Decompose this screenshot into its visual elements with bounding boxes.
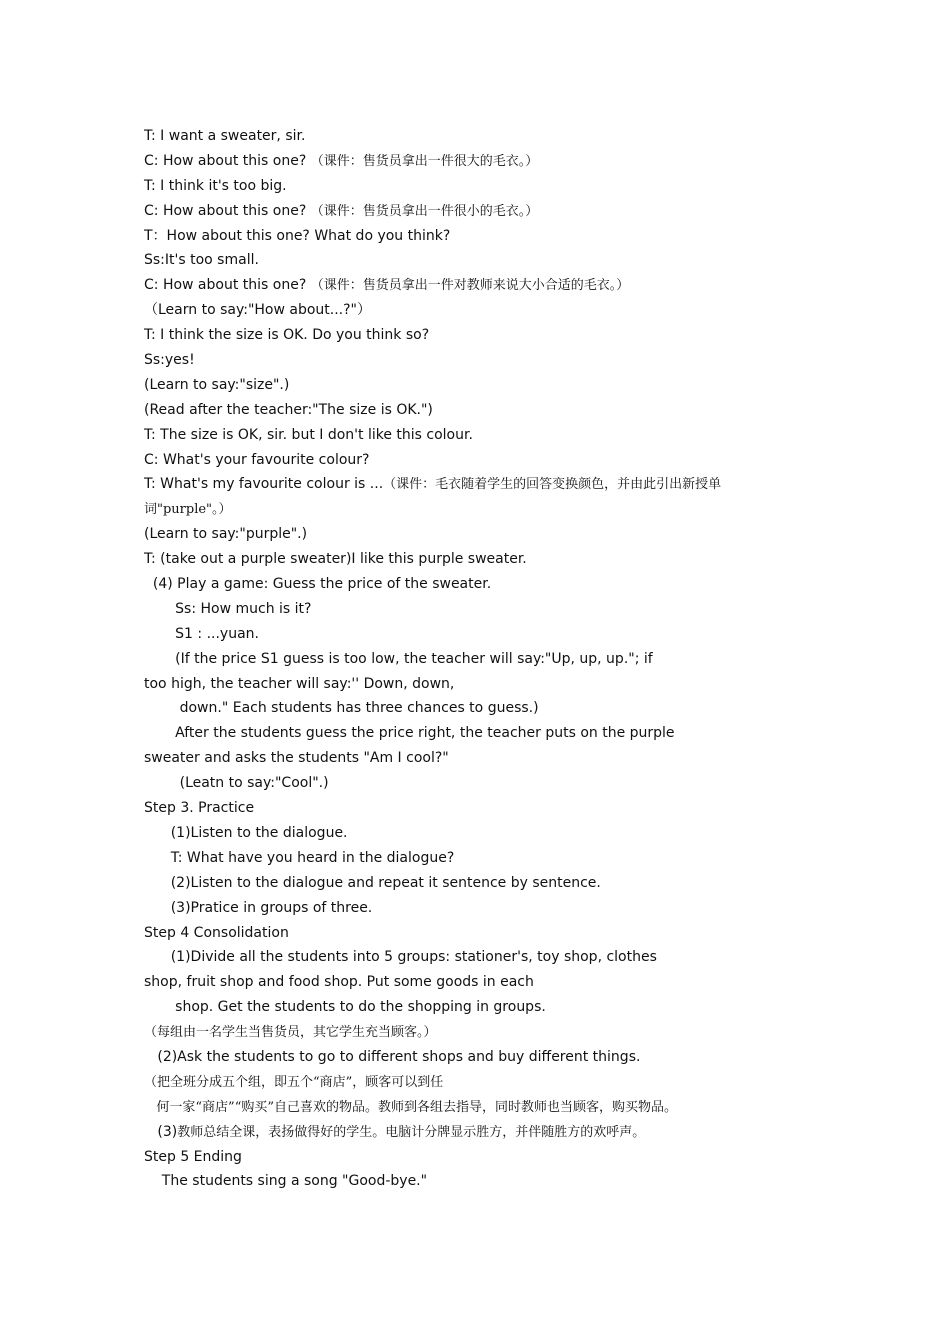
english-text: C: How about this one? bbox=[144, 152, 311, 169]
english-text: Step 3. Practice bbox=[144, 800, 255, 817]
english-text: T: (take out a purple sweater)I like this purple sweater. bbox=[144, 551, 527, 568]
chinese-note: （课件：售货员拿出一件很大的毛衣。） bbox=[310, 153, 539, 169]
chinese-note: （课件：售货员拿出一件对教师来说大小合适的毛衣。） bbox=[310, 278, 630, 294]
lesson-plan-text bbox=[144, 124, 824, 1194]
english-text: C: How about this one? bbox=[144, 277, 311, 294]
english-text: (Leatn to say:"Cool".) bbox=[144, 775, 329, 792]
text-line bbox=[144, 348, 824, 373]
text-line bbox=[144, 1145, 824, 1170]
text-line bbox=[144, 398, 824, 423]
text-line bbox=[144, 448, 824, 473]
text-line bbox=[144, 995, 824, 1020]
text-line bbox=[144, 497, 824, 522]
english-text: (Read after the teacher:"The size is OK.") bbox=[144, 401, 433, 418]
english-text: (1)Listen to the dialogue. bbox=[144, 824, 348, 841]
chinese-note: 词"purple"。） bbox=[144, 502, 232, 518]
text-line bbox=[144, 821, 824, 846]
text-line bbox=[144, 846, 824, 871]
english-text: shop. Get the students to do the shopping in groups. bbox=[144, 999, 546, 1016]
english-text: Step 5 Ending bbox=[144, 1148, 242, 1165]
text-line bbox=[144, 522, 824, 547]
text-line bbox=[144, 1020, 824, 1045]
text-line bbox=[144, 771, 824, 796]
text-line bbox=[144, 672, 824, 697]
english-text: After the students guess the price right, the teacher puts on the purple bbox=[144, 725, 675, 742]
english-text: (3)Pratice in groups of three. bbox=[144, 899, 373, 916]
english-text: (4) Play a game: Guess the price of the sweater. bbox=[144, 576, 492, 593]
english-text: (If the price S1 guess is too low, the teacher will say:"Up, up, up."; if bbox=[144, 650, 653, 667]
english-text: (2)Ask the students to go to different shops and buy different things. bbox=[144, 1048, 641, 1065]
english-text: sweater and asks the students "Am I cool?" bbox=[144, 750, 449, 767]
text-line bbox=[144, 323, 824, 348]
text-line bbox=[144, 622, 824, 647]
english-text: T: I think it's too big. bbox=[144, 177, 287, 194]
english-text: T: The size is OK, sir. but I don't like this colour. bbox=[144, 426, 473, 443]
english-text: (1)Divide all the students into 5 groups: stationer's, toy shop, clothes bbox=[144, 949, 657, 966]
english-text: Ss:It's too small. bbox=[144, 252, 259, 269]
text-line bbox=[144, 896, 824, 921]
text-line bbox=[144, 1070, 824, 1095]
english-text: down." Each students has three chances to guess.) bbox=[144, 700, 539, 717]
english-text: C: What's your favourite colour? bbox=[144, 451, 370, 468]
english-text: (Learn to say:"purple".) bbox=[144, 526, 308, 543]
text-line bbox=[144, 696, 824, 721]
english-text: Step 4 Consolidation bbox=[144, 924, 289, 941]
text-line bbox=[144, 945, 824, 970]
english-text: (Learn to say:"size".) bbox=[144, 376, 290, 393]
english-text: T: I want a sweater, sir. bbox=[144, 128, 306, 144]
chinese-note: （每组由一名学生当售货员，其它学生充当顾客。） bbox=[144, 1025, 437, 1041]
text-line bbox=[144, 1045, 824, 1070]
text-line bbox=[144, 423, 824, 448]
english-text: Ss:yes! bbox=[144, 352, 195, 369]
english-text: T：How about this one? What do you think? bbox=[144, 227, 451, 244]
text-line bbox=[144, 298, 824, 323]
english-text: (3) bbox=[144, 1123, 178, 1140]
english-text: T: What have you heard in the dialogue? bbox=[144, 849, 455, 866]
english-text: S1 : ...yuan. bbox=[144, 625, 259, 642]
text-line bbox=[144, 199, 824, 224]
chinese-note: （把全班分成五个组，即五个“商店”，顾客可以到任 bbox=[144, 1074, 444, 1090]
english-text: C: How about this one? bbox=[144, 202, 311, 219]
text-line bbox=[144, 746, 824, 771]
chinese-note: 教师总结全课，表扬做得好的学生。电脑计分牌显示胜方，并伴随胜方的欢呼声。 bbox=[177, 1124, 646, 1140]
text-line bbox=[144, 597, 824, 622]
text-line bbox=[144, 124, 824, 149]
text-line bbox=[144, 871, 824, 896]
text-line bbox=[144, 248, 824, 273]
text-line bbox=[144, 647, 824, 672]
text-line bbox=[144, 721, 824, 746]
text-line bbox=[144, 273, 824, 298]
text-line bbox=[144, 1120, 824, 1145]
text-line bbox=[144, 970, 824, 995]
text-line bbox=[144, 149, 824, 174]
text-line bbox=[144, 174, 824, 199]
english-text: shop, fruit shop and food shop. Put some goods in each bbox=[144, 974, 534, 991]
english-text: The students sing a song "Good-bye." bbox=[144, 1173, 428, 1190]
text-line bbox=[144, 373, 824, 398]
text-line bbox=[144, 572, 824, 597]
chinese-note: （课件：售货员拿出一件很小的毛衣。） bbox=[310, 203, 539, 219]
english-text: too high, the teacher will say:'' Down, down, bbox=[144, 675, 455, 692]
english-text: (2)Listen to the dialogue and repeat it sentence by sentence. bbox=[144, 874, 601, 891]
english-text: （Learn to say:"How about...?"） bbox=[144, 302, 371, 319]
text-line bbox=[144, 472, 824, 497]
text-line bbox=[144, 1095, 824, 1120]
english-text: T: I think the size is OK. Do you think so? bbox=[144, 327, 430, 344]
chinese-note: 何一家“商店”“购买”自己喜欢的物品。教师到各组去指导，同时教师也当顾客，购买物品。 bbox=[144, 1099, 677, 1115]
text-line bbox=[144, 1169, 824, 1194]
english-text: Ss: How much is it? bbox=[144, 600, 312, 617]
text-line bbox=[144, 921, 824, 946]
english-text: T: What's my favourite colour is ... bbox=[144, 476, 384, 493]
text-line bbox=[144, 796, 824, 821]
text-line bbox=[144, 547, 824, 572]
text-line bbox=[144, 224, 824, 249]
chinese-note: （课件：毛衣随着学生的回答变换颜色，并由此引出新授单 bbox=[383, 477, 722, 493]
